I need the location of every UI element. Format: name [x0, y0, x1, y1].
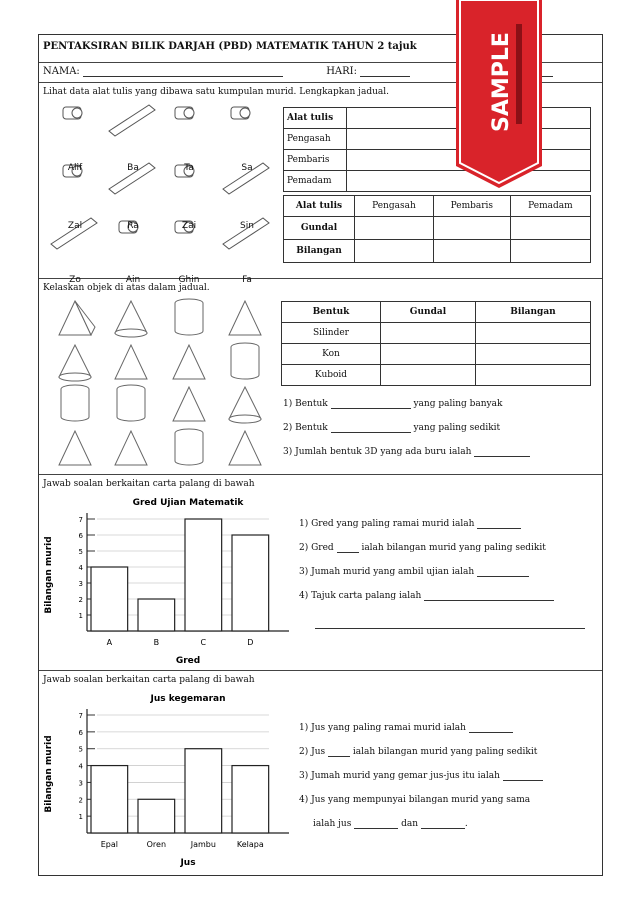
answer-blank[interactable] [328, 747, 350, 757]
question-3: 3) Jumah murid yang ambil ujian ialah [299, 567, 529, 577]
y-tick-label: 2 [78, 796, 83, 805]
sample-text: SAMPLE [489, 32, 514, 132]
answer-cell[interactable] [475, 344, 590, 365]
cuboid-icon [115, 431, 147, 465]
y-tick-label: 1 [78, 813, 83, 822]
student-name: Ta [184, 163, 194, 173]
student-name: Fa [242, 275, 252, 285]
answer-cell[interactable] [433, 240, 510, 263]
table-header: Alat tulis [284, 108, 347, 129]
question-2: 2) Jus ialah bilangan murid yang paling sedikit [299, 747, 538, 757]
x-tick-label: Epal [100, 840, 118, 849]
question-1: 1) Gred yang paling ramai murid ialah [299, 519, 521, 529]
cuboid-icon [59, 431, 91, 465]
answer-blank[interactable] [469, 723, 513, 733]
answer-cell[interactable] [510, 217, 590, 240]
y-tick-label: 7 [78, 516, 83, 524]
answer-blank[interactable] [354, 819, 398, 829]
x-tick-label: B [153, 638, 160, 647]
table-header: Pemadam [510, 196, 590, 217]
answer-blank[interactable] [477, 519, 521, 529]
question-4: 4) Jus yang mempunyai bilangan murid yang sama [299, 795, 531, 805]
cuboid-icon [173, 387, 205, 421]
answer-blank[interactable] [424, 591, 554, 601]
y-tick-label: 7 [78, 712, 83, 720]
answer-blank[interactable] [331, 399, 411, 409]
question-2: 2) Gred ialah bilangan murid yang paling sedikit [299, 543, 546, 553]
table-cell: Gundal [284, 217, 355, 240]
section3-instruction: Jawab soalan berkaitan carta palang di bawah [43, 479, 255, 489]
cone-icon [59, 345, 91, 381]
student-name: Zo [69, 275, 81, 285]
table-header: Bilangan [475, 302, 590, 323]
y-tick-label: 5 [78, 548, 83, 556]
cylinder-icon [231, 343, 259, 379]
x-tick-label: Oren [146, 840, 167, 849]
sample-stamp-line [516, 24, 522, 124]
cuboid-icon [59, 301, 95, 335]
eraser-icon [231, 107, 250, 119]
chart-title: Jus kegemaran [150, 694, 226, 704]
x-axis-label: Jus [180, 858, 196, 868]
x-tick-label: D [247, 638, 254, 647]
name-field[interactable] [83, 66, 283, 77]
student-name: Zal [67, 221, 83, 231]
cuboid-icon [173, 345, 205, 379]
table-cell: Pembaris [284, 150, 347, 171]
student-name: Ba [127, 163, 139, 173]
answer-blank[interactable] [503, 771, 543, 781]
table-header: Alat tulis [284, 196, 355, 217]
table-header: Gundal [381, 302, 476, 323]
answer-cell[interactable] [475, 365, 590, 386]
table-cell: Pengasah [284, 129, 347, 150]
table-cell: Kon [282, 344, 381, 365]
juice-chart-section [39, 671, 602, 875]
question-3: 3) Jumah murid yang gemar jus-jus itu ialah [299, 771, 543, 781]
answer-cell[interactable] [381, 344, 476, 365]
y-tick-label: 3 [78, 580, 83, 588]
sharpener-icon [175, 107, 194, 119]
x-tick-label: C [200, 638, 207, 647]
cuboid-icon [229, 301, 261, 335]
bar [185, 749, 222, 833]
answer-cell[interactable] [475, 323, 590, 344]
y-tick-label: 1 [78, 612, 83, 620]
bar [91, 766, 128, 833]
student-name: Sin [240, 221, 254, 231]
y-tick-label: 6 [78, 728, 83, 737]
sample-ribbon [456, 0, 542, 188]
question-3: 3) Jumlah bentuk 3D yang ada buru ialah [283, 447, 530, 457]
juice-bar-chart [39, 687, 295, 873]
student-name: Alif [67, 163, 83, 173]
question-4: 4) Tajuk carta palang ialah [299, 591, 554, 601]
cone-icon [229, 387, 261, 423]
y-tick-label: 3 [78, 779, 83, 788]
question-4-cont: ialah jus dan . [313, 819, 468, 829]
shapes-section [39, 279, 602, 475]
shape-classification-table [281, 301, 591, 386]
question-1: 1) Bentuk yang paling banyak [283, 399, 503, 409]
stationery-drawings [39, 101, 279, 281]
cylinder-icon [175, 429, 203, 465]
answer-cell[interactable] [433, 217, 510, 240]
y-tick-label: 5 [78, 745, 83, 754]
section2-instruction: Kelaskan objek di atas dalam jadual. [43, 283, 210, 293]
worksheet-title: PENTAKSIRAN BILIK DARJAH (PBD) MATEMATIK TAHUN 2 tajuk [39, 35, 602, 63]
bar [91, 567, 128, 631]
cuboid-icon [229, 431, 261, 465]
student-name: Zai [181, 221, 197, 231]
shape-drawings [39, 297, 279, 473]
answer-cell[interactable] [355, 217, 434, 240]
answer-blank[interactable] [331, 423, 411, 433]
table-cell: Kuboid [282, 365, 381, 386]
y-tick-label: 4 [78, 564, 83, 572]
sharpener-icon [63, 107, 82, 119]
bar [138, 799, 175, 833]
stationery-owner-table [283, 107, 591, 192]
chart-title: Gred Ujian Matematik [132, 498, 244, 508]
answer-blank[interactable] [337, 543, 359, 553]
stationery-tally-table [283, 195, 591, 263]
day-field[interactable] [360, 66, 410, 77]
student-name: Sa [241, 163, 253, 173]
cylinder-icon [175, 299, 203, 335]
x-tick-label: Jambu [190, 840, 216, 849]
x-axis-label: Gred [175, 656, 201, 666]
grade-bar-chart [39, 491, 295, 671]
cone-icon [115, 301, 147, 337]
y-tick-label: 2 [78, 596, 83, 604]
answer-blank[interactable] [421, 819, 465, 829]
y-axis-label: Bilangan murid [44, 536, 54, 614]
answer-cell[interactable] [355, 240, 434, 263]
answer-line[interactable] [315, 619, 585, 629]
answer-blank[interactable] [477, 567, 529, 577]
table-header: Pengasah [355, 196, 434, 217]
question-2: 2) Bentuk yang paling sedikit [283, 423, 501, 433]
question-1: 1) Jus yang paling ramai murid ialah [299, 723, 513, 733]
cuboid-icon [115, 345, 147, 379]
answer-blank[interactable] [474, 447, 530, 457]
table-header: Bentuk [282, 302, 381, 323]
x-tick-label: A [106, 638, 113, 647]
bar [185, 519, 222, 631]
table-cell: Bilangan [284, 240, 355, 263]
y-tick-label: 6 [78, 532, 83, 540]
table-header: Pembaris [433, 196, 510, 217]
y-axis-label: Bilangan murid [44, 735, 54, 813]
answer-cell[interactable] [381, 323, 476, 344]
answer-cell[interactable] [381, 365, 476, 386]
name-label: NAMA: [43, 66, 80, 77]
cylinder-icon [117, 385, 145, 421]
day-label: HARI: [326, 66, 357, 77]
x-tick-label: Kelapa [236, 840, 264, 849]
section4-instruction: Jawab soalan berkaitan carta palang di bawah [43, 675, 255, 685]
student-name: Ain [125, 275, 141, 285]
ruler-icon [109, 105, 155, 136]
answer-cell[interactable] [510, 240, 590, 263]
student-name: Ghin [178, 275, 200, 285]
y-tick-label: 4 [78, 762, 83, 771]
bar [232, 535, 269, 631]
section1-instruction: Lihat data alat tulis yang dibawa satu kumpulan murid. Lengkapkan jadual. [43, 87, 389, 97]
grade-chart-section [39, 475, 602, 671]
bar [232, 766, 269, 833]
table-cell: Silinder [282, 323, 381, 344]
table-cell: Pemadam [284, 171, 347, 192]
student-name: Ra [127, 221, 139, 231]
cylinder-icon [61, 385, 89, 421]
bar [138, 599, 175, 631]
